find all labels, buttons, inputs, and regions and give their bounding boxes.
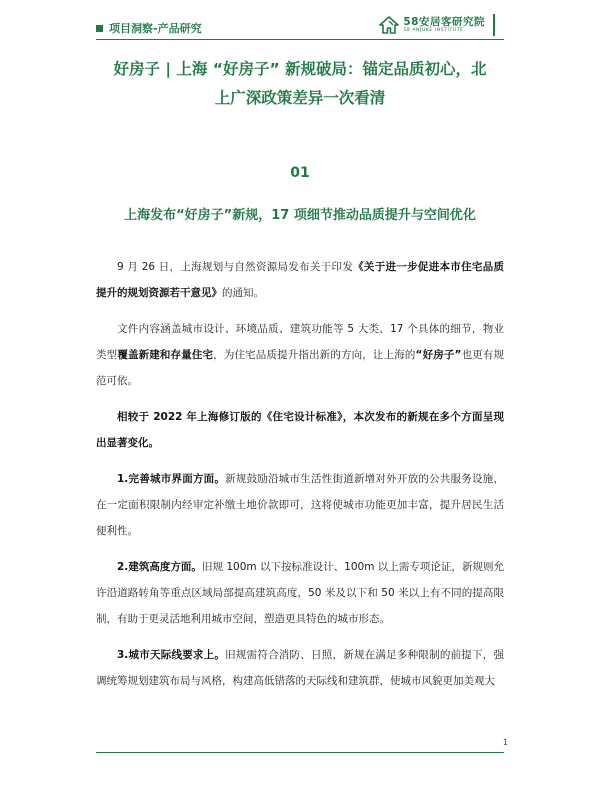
page-header	[0, 0, 600, 50]
p6-heading: 3.城市天际线要求上。	[117, 649, 226, 661]
p1-text-a: 9 月 26 日，上海规划与自然资源局发布关于印发	[117, 261, 354, 273]
section-subtitle: 上海发布“好房子”新规，17 项细节推动品质提升与空间优化	[124, 208, 476, 223]
square-bullet-icon	[96, 25, 103, 32]
section-label	[96, 20, 202, 36]
p2-text-a: 文件内容涵盖城市设计、环境品质、建筑功能等 5 大类、17 个具体的细节，物业类型	[96, 323, 504, 361]
p4-body: 新规鼓励沿城市生活性街道新增对外开放的公共服务设施，在一定面积限制内经审定补缴土地价款即可，这将使城市功能更加丰富，提升居民生活便利性。	[96, 473, 504, 537]
logo-name: 58安居客研究院	[403, 15, 485, 28]
p5-heading: 2.建筑高度方面。	[117, 561, 202, 573]
section-label-text: 项目洞察-产品研究	[109, 22, 202, 35]
p1-text-c: 的通知。	[222, 287, 264, 299]
header-rule	[96, 39, 504, 40]
paragraph-4	[96, 466, 504, 544]
paragraph-3	[96, 404, 504, 456]
p3-bold: 相较于 2022 年上海修订版的《住宅设计标准》，本次发布的新规在多个方面呈现出显著变化。	[96, 411, 504, 449]
house-logo-icon	[379, 16, 399, 34]
page-number: 1	[502, 738, 508, 747]
document-title	[96, 55, 504, 113]
title-line-1: 好房子 | 上海 “好房子” 新规破局：锚定品质初心，北	[113, 60, 487, 78]
p6-body: 旧规需符合消防、日照，新规在满足多种限制的前提下，强调统筹规划建筑布局与风格，构建高低错落的天际线和建筑群，使城市风貌更加美观大	[96, 649, 504, 687]
paragraph-2	[96, 316, 504, 394]
paragraph-6	[96, 642, 504, 694]
p4-heading: 1.完善城市界面方面。	[117, 473, 226, 485]
paragraph-1	[96, 254, 504, 306]
footer-rule	[96, 752, 504, 753]
section-number: 01	[290, 165, 310, 181]
document-body	[96, 254, 504, 704]
p5-body: 旧规 100m 以下按标准设计、100m 以上需专项论证，新规则允许沿道路转角等重点区域局部提高建筑高度，50 米及以下和 50 米以上有不同的提高限制，有助于更灵活地利用城市空间，塑造更具特色的城市形态。	[96, 561, 505, 625]
logo-divider	[493, 14, 495, 36]
p1-doc-title: 《关于进一步促进本市住宅品质提升的规划资源若干意见》	[96, 261, 505, 299]
title-line-2: 上广深政策差异一次看清	[214, 89, 386, 107]
logo-subtitle: 58 ANJUKE INSTITUTE	[403, 28, 464, 33]
p2-text-e: 也更有规范可依。	[96, 349, 505, 387]
logo	[379, 14, 495, 36]
p2-text-c: ，为住宅品质提升指出新的方向，让上海的	[213, 349, 416, 361]
p2-bold-d: “好房子”	[415, 349, 462, 361]
p2-bold-b: 覆盖新建和存量住宅	[117, 349, 214, 361]
paragraph-5	[96, 554, 504, 632]
